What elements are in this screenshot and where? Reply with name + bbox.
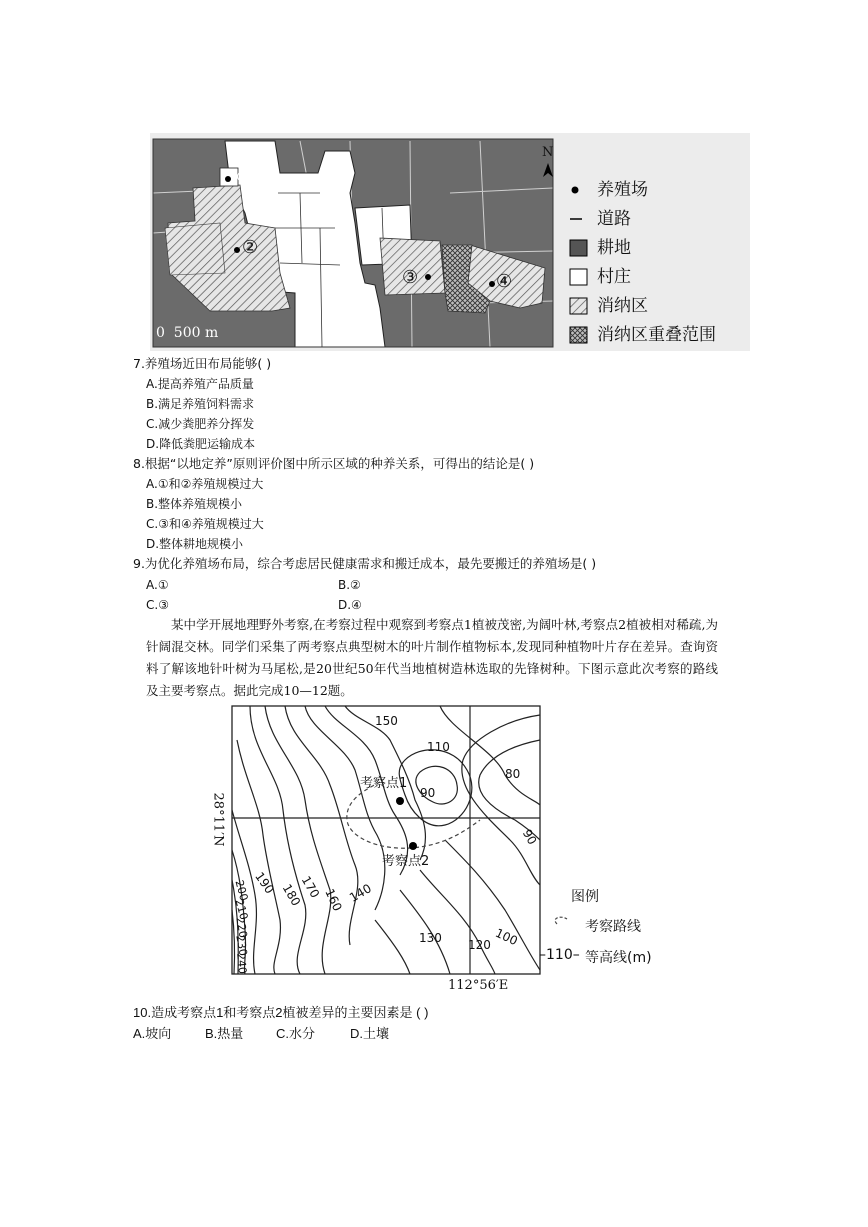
q10-option-c[interactable]: C.水分 <box>276 1026 316 1041</box>
q9-stem: 9.为优化养殖场布局，综合考虑居民健康需求和搬迁成本，最先要搬迁的养殖场是( ) <box>133 556 597 571</box>
point1-label: 考察点1 <box>360 776 408 791</box>
contour-170: 170 <box>298 873 323 901</box>
contour-180: 180 <box>279 881 304 909</box>
point1-marker <box>396 797 404 805</box>
contour-150: 150 <box>375 714 398 728</box>
q7-stem: 7.养殖场近田布局能够( ) <box>133 356 272 371</box>
legend-title: 图例 <box>571 889 599 905</box>
contour-210: 210 <box>232 897 251 922</box>
contour-190: 190 <box>252 869 277 897</box>
q7-option-b[interactable]: B.满足养殖饲料需求 <box>146 397 255 411</box>
legend-contour-label: 等高线(m) <box>585 950 652 966</box>
route-legend-icon <box>555 917 567 924</box>
hatch-box-icon <box>570 298 587 314</box>
passage: 某中学开展地理野外考察,在考察过程中观察到考察点1植被茂密,为阔叶林,考察点2植被相对稀疏,为针阔混交林。同学们采集了两考察点典型树木的叶片制作植物标本,发现同种植物叶片存在差异。查询资料了解该地针叶树为马尾松,是20世纪50年代当地植树造林选取的先锋树种。下图示意此次考察的路线及主要考察点。据此完成10—12题。 <box>146 617 718 698</box>
dark-box-icon <box>570 240 587 256</box>
contour-90b: 90 <box>519 826 540 848</box>
contour-200: 200 <box>232 878 251 903</box>
legend-contour-value: 110 <box>546 947 573 963</box>
q9-option-c[interactable]: C.③ <box>146 598 169 612</box>
legend-village: 村庄 <box>597 267 631 287</box>
q8-option-d[interactable]: D.整体耕地规模小 <box>146 537 244 551</box>
q10-option-b[interactable]: B.热量 <box>205 1026 244 1041</box>
longitude-label: 112°56′E <box>448 978 509 993</box>
contour-240: 240 <box>234 952 249 975</box>
legend-overlap-zone: 消纳区重叠范围 <box>597 325 716 345</box>
farm-map <box>150 133 750 351</box>
q8-stem: 8.根据“以地定养”原则评价图中所示区域的种养关系，可得出的结论是( ) <box>133 456 535 471</box>
contour-80: 80 <box>505 767 521 781</box>
contour-map-figure <box>205 700 685 1000</box>
legend-farmland: 耕地 <box>597 238 631 258</box>
contour-160: 160 <box>322 886 345 914</box>
legend-road: 道路 <box>597 209 631 229</box>
point2-label: 考察点2 <box>382 854 430 869</box>
contour-100: 100 <box>493 925 520 949</box>
point2-marker <box>409 842 417 850</box>
contour-130: 130 <box>419 931 442 945</box>
contour-110: 110 <box>427 740 450 754</box>
crosshatch-box-icon <box>570 327 587 343</box>
north-label: N <box>542 145 554 160</box>
farm-map-figure <box>150 133 750 351</box>
farm-label-4: ④ <box>496 271 513 292</box>
farm-label-1: ① <box>236 167 253 188</box>
legend-route-label: 考察路线 <box>585 919 641 935</box>
q8-option-b[interactable]: B.整体养殖规模小 <box>146 497 243 511</box>
legend-absorption-zone: 消纳区 <box>597 296 648 316</box>
q9-option-d[interactable]: D.④ <box>338 598 362 612</box>
q10-option-a[interactable]: A.坡向 <box>133 1026 172 1041</box>
q7-option-d[interactable]: D.降低粪肥运输成本 <box>146 437 256 451</box>
farm-label-3: ③ <box>402 267 419 288</box>
q9-option-a[interactable]: A.① <box>146 578 169 592</box>
q9-option-b[interactable]: B.② <box>338 578 361 592</box>
q10-stem: 10.造成考察点1和考察点2植被差异的主要因素是 ( ) <box>133 1005 429 1020</box>
map-body <box>153 139 553 347</box>
contour-220: 220 <box>233 916 250 939</box>
contour-90a: 90 <box>420 786 436 800</box>
farm-label-2: ② <box>242 237 259 258</box>
q8-option-a[interactable]: A.①和②养殖规模过大 <box>146 477 264 491</box>
q7-option-c[interactable]: C.减少粪肥养分挥发 <box>146 417 255 431</box>
contour-120: 120 <box>468 938 491 952</box>
white-box-icon <box>570 269 587 285</box>
contour-140: 140 <box>347 881 374 905</box>
contour-230: 230 <box>233 934 250 957</box>
scale-label: 0 500 m <box>156 325 219 341</box>
dot-icon <box>572 187 579 194</box>
latitude-label: 28°11′N <box>210 792 226 847</box>
q7-option-a[interactable]: A.提高养殖产品质量 <box>146 377 254 391</box>
q8-option-c[interactable]: C.③和④养殖规模过大 <box>146 517 264 531</box>
legend-contour-icon: –110– <box>539 947 580 963</box>
q10-option-d[interactable]: D.土壤 <box>350 1026 390 1041</box>
legend-farm: 养殖场 <box>597 180 648 200</box>
